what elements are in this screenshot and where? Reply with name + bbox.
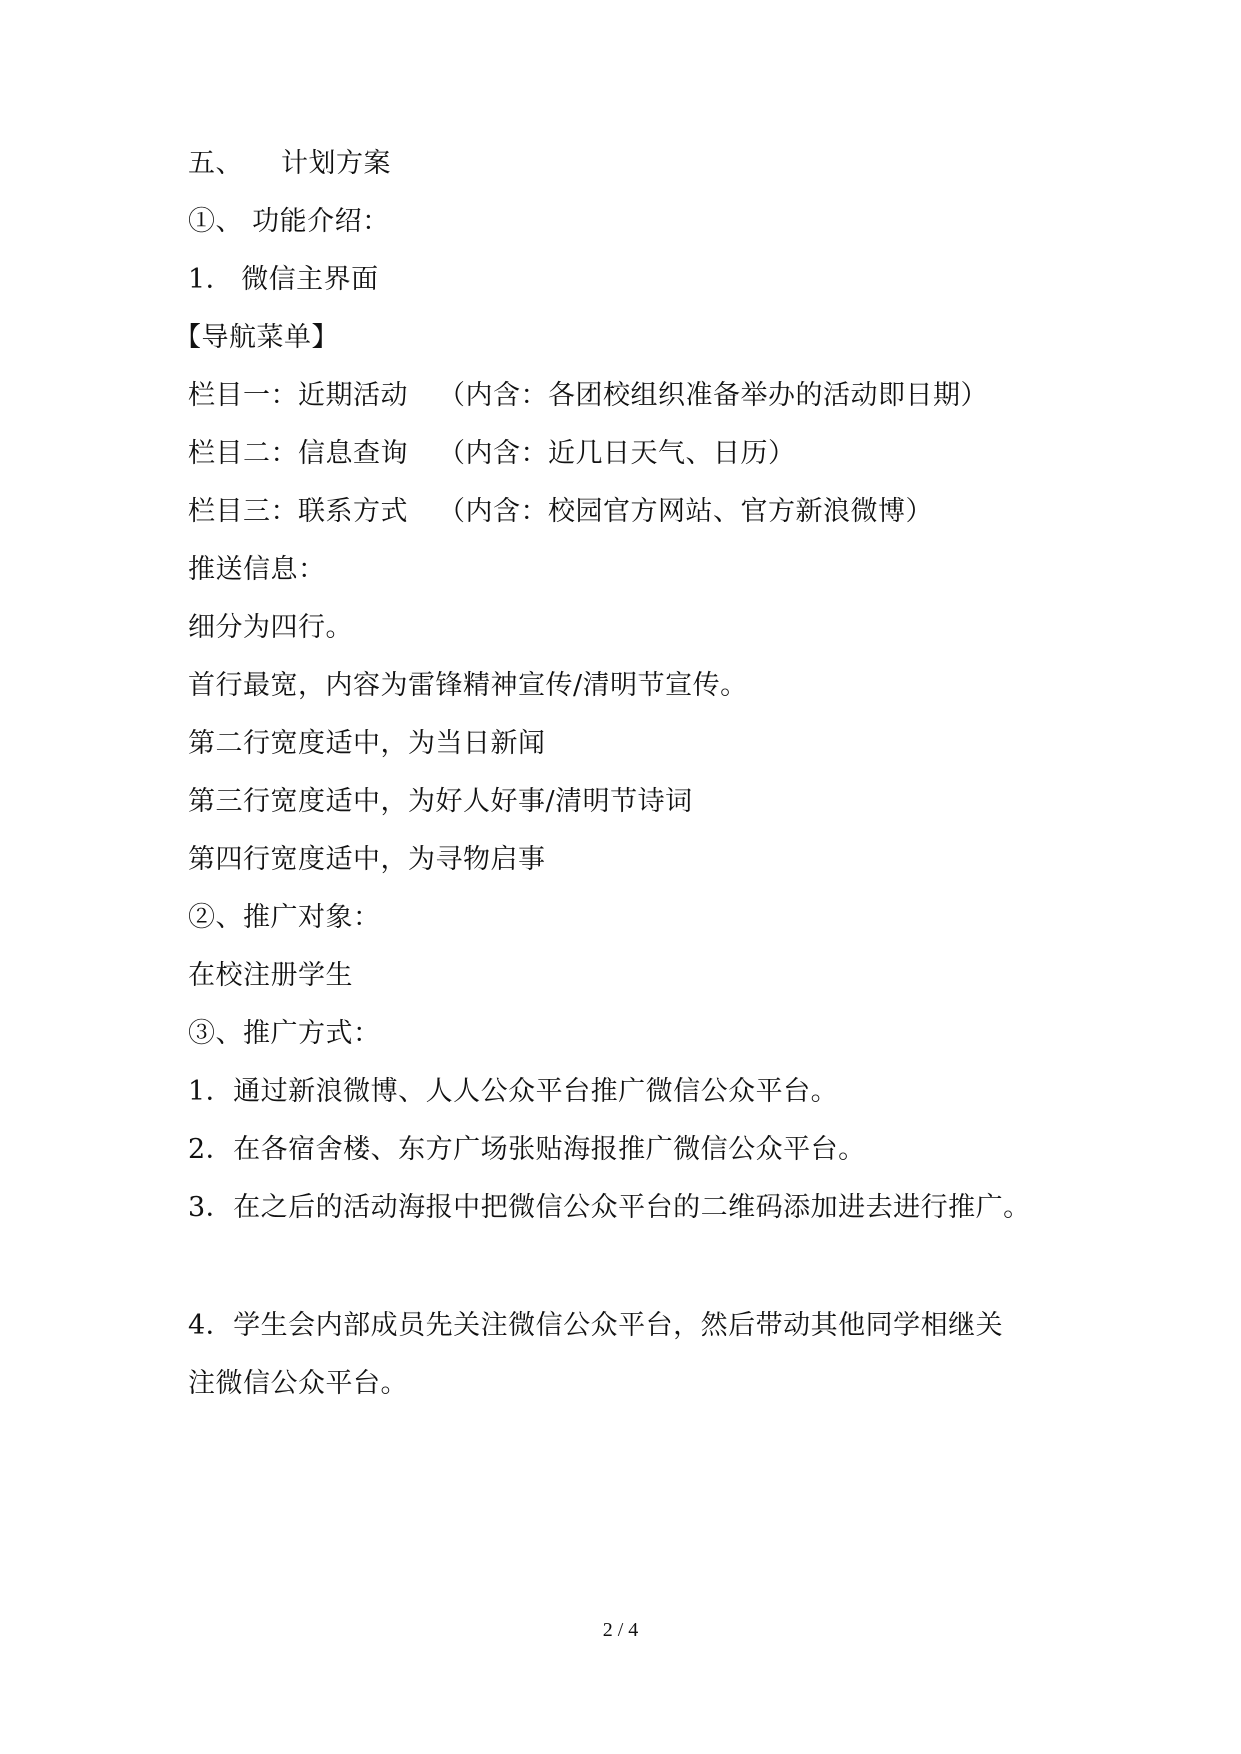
method-line-3: 3．在之后的活动海报中把微信公众平台的二维码添加进去进行推广。 [188, 1192, 1031, 1223]
column-detail: （内含：各团校组织准备举办的活动即日期） [438, 380, 988, 411]
push-info-heading: 推送信息： [188, 554, 326, 585]
push-line-5: 第四行宽度适中，为寻物启事 [188, 844, 546, 875]
section-heading [188, 146, 391, 182]
column-detail: （内含：近几日天气、日历） [438, 438, 796, 469]
column-detail: （内含：校园官方网站、官方新浪微博） [438, 496, 933, 527]
page-indicator: 2 / 4 [602, 1619, 639, 1641]
push-line-4: 第三行宽度适中，为好人好事/清明节诗词 [188, 786, 693, 817]
column-row-2 [188, 436, 796, 472]
method-line-4: 4．学生会内部成员先关注微信公众平台，然后带动其他同学相继关 [188, 1310, 1004, 1341]
column-label: 栏目三：联系方式 [188, 496, 408, 527]
method-line-2: 2．在各宿舍楼、东方广场张贴海报推广微信公众平台。 [188, 1134, 866, 1165]
method-line-4-continued: 注微信公众平台。 [188, 1368, 408, 1399]
section-number: 五、 [188, 148, 243, 179]
push-line-1: 细分为四行。 [188, 612, 353, 643]
method-line-1: 1．通过新浪微博、人人公众平台推广微信公众平台。 [188, 1076, 839, 1107]
item-wechat-main-interface [188, 262, 379, 298]
subheading-function-intro: ①、 功能介绍： [188, 206, 390, 237]
item-text: 微信主界面 [241, 264, 379, 295]
promotion-target-text: 在校注册学生 [188, 960, 353, 991]
item-number: 1． [188, 264, 234, 295]
section-title: 计划方案 [281, 148, 391, 179]
column-label: 栏目一：近期活动 [188, 380, 408, 411]
subheading-promotion-methods: ③、推广方式： [188, 1018, 381, 1049]
nav-menu-heading: 【导航菜单】 [174, 322, 339, 353]
column-row-3 [188, 494, 933, 530]
push-line-2: 首行最宽，内容为雷锋精神宣传/清明节宣传。 [188, 670, 748, 701]
subheading-promotion-target: ②、推广对象： [188, 902, 381, 933]
push-line-3: 第二行宽度适中，为当日新闻 [188, 728, 546, 759]
column-label: 栏目二：信息查询 [188, 438, 408, 469]
column-row-1 [188, 378, 988, 414]
